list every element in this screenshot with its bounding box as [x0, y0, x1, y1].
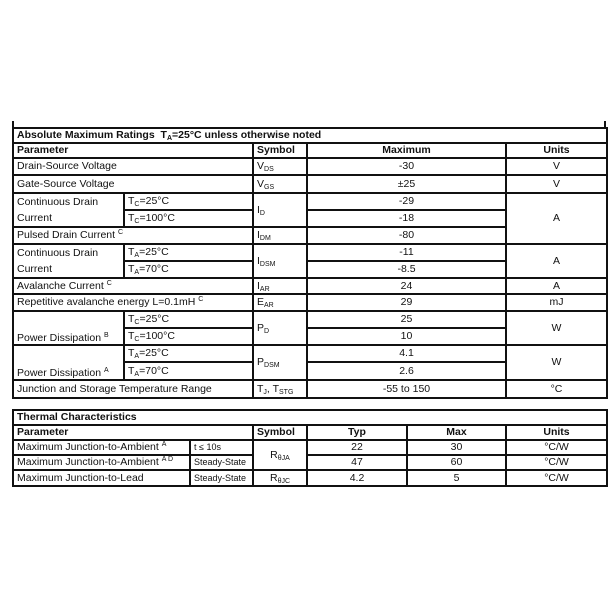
table-row [13, 158, 607, 175]
param-cell: Avalanche Current $^C$ [13, 278, 253, 294]
max-cell: -55 to 150 [307, 380, 506, 398]
param-cell: Maximum Junction-to-Ambient $^{A D}$ [13, 455, 190, 470]
thermal-characteristics-table [12, 409, 608, 487]
typ-cell: 4.2 [307, 470, 407, 486]
param-cell: Power Dissipation $^B$ [13, 311, 124, 345]
param-cell: Power Dissipation $^A$ [13, 345, 124, 380]
max-cell: -80 [307, 227, 506, 244]
symbol-cell: $P_{DSM}$ [253, 345, 307, 380]
unit-cell: °C/W [506, 470, 607, 486]
symbol-cell: $R_{\theta JC}$ [253, 470, 307, 486]
condition-cell: $T_A=70^\circ C$ [124, 261, 253, 278]
condition-cell: $T_A=25^\circ C$ [124, 345, 253, 362]
table-row [13, 193, 607, 210]
header-symbol: Symbol [253, 143, 307, 158]
condition-cell: t ≤ 10s [190, 440, 253, 455]
condition-cell: $T_C=25^\circ C$ [124, 193, 253, 210]
symbol-cell: $T_J$, $T_{STG}$ [253, 380, 307, 398]
table-row [13, 294, 607, 311]
param-cell: Maximum Junction-to-Lead [13, 470, 190, 486]
header-maximum: Maximum [307, 143, 506, 158]
typ-cell: 47 [307, 455, 407, 470]
symbol-cell: $P_D$ [253, 311, 307, 345]
condition-cell: $T_A=25^\circ C$ [124, 244, 253, 261]
unit-cell: W [506, 345, 607, 380]
unit-cell: W [506, 311, 607, 345]
param-cell: Continuous Drain Current [13, 244, 124, 278]
max-cell: 25 [307, 311, 506, 328]
max-cell: 24 [307, 278, 506, 294]
unit-cell: mJ [506, 294, 607, 311]
table-title: Thermal Characteristics [13, 410, 607, 425]
header-parameter: Parameter [13, 143, 253, 158]
table-row [13, 455, 607, 470]
max-cell: 30 [407, 440, 506, 455]
condition-cell: $T_C=25^\circ C$ [124, 311, 253, 328]
unit-cell: °C/W [506, 440, 607, 455]
symbol-cell: $V_{GS}$ [253, 175, 307, 193]
symbol-cell: $I_{DSM}$ [253, 244, 307, 278]
table-title: Absolute Maximum Ratings $T_A=25^\circ C$ unless otherwise noted [13, 128, 607, 143]
condition-cell: $T_A=70^\circ C$ [124, 362, 253, 380]
symbol-cell: $I_D$ [253, 193, 307, 227]
table-row [13, 175, 607, 193]
absolute-max-ratings-table [12, 127, 608, 399]
symbol-cell: $I_{AR}$ [253, 278, 307, 294]
table-row [13, 311, 607, 328]
condition-cell: $T_C=100^\circ C$ [124, 328, 253, 345]
typ-cell: 22 [307, 440, 407, 455]
table-row [13, 278, 607, 294]
header-parameter: Parameter [13, 425, 253, 440]
param-cell: Repetitive avalanche energy L=0.1mH $^C$ [13, 294, 253, 311]
max-cell: 2.6 [307, 362, 506, 380]
max-cell: 10 [307, 328, 506, 345]
table-row [13, 470, 607, 486]
unit-cell: °C [506, 380, 607, 398]
param-cell: Pulsed Drain Current $^C$ [13, 227, 253, 244]
max-cell: -18 [307, 210, 506, 227]
header-typ: Typ [307, 425, 407, 440]
param-cell: Continuous Drain Current [13, 193, 124, 227]
param-cell: Drain-Source Voltage [13, 158, 253, 175]
max-cell: 4.1 [307, 345, 506, 362]
header-symbol: Symbol [253, 425, 307, 440]
header-units: Units [506, 425, 607, 440]
max-cell: -29 [307, 193, 506, 210]
symbol-cell: $V_{DS}$ [253, 158, 307, 175]
param-cell: Maximum Junction-to-Ambient $^A$ [13, 440, 190, 455]
symbol-cell: $I_{DM}$ [253, 227, 307, 244]
header-units: Units [506, 143, 607, 158]
max-cell: ±25 [307, 175, 506, 193]
table-row [13, 440, 607, 455]
param-cell: Junction and Storage Temperature Range [13, 380, 253, 398]
unit-cell: °C/W [506, 455, 607, 470]
table-row [13, 345, 607, 362]
condition-cell: Steady-State [190, 455, 253, 470]
table-row [13, 244, 607, 261]
symbol-cell: $E_{AR}$ [253, 294, 307, 311]
condition-cell: $T_C=100^\circ C$ [124, 210, 253, 227]
max-cell: 5 [407, 470, 506, 486]
table-row [13, 380, 607, 398]
unit-cell: A [506, 193, 607, 244]
max-cell: 29 [307, 294, 506, 311]
condition-cell: Steady-State [190, 470, 253, 486]
max-cell: 60 [407, 455, 506, 470]
unit-cell: A [506, 278, 607, 294]
symbol-cell: $R_{\theta JA}$ [253, 440, 307, 470]
max-cell: -30 [307, 158, 506, 175]
header-max: Max [407, 425, 506, 440]
unit-cell: A [506, 244, 607, 278]
unit-cell: V [506, 158, 607, 175]
max-cell: -8.5 [307, 261, 506, 278]
max-cell: -11 [307, 244, 506, 261]
param-cell: Gate-Source Voltage [13, 175, 253, 193]
unit-cell: V [506, 175, 607, 193]
